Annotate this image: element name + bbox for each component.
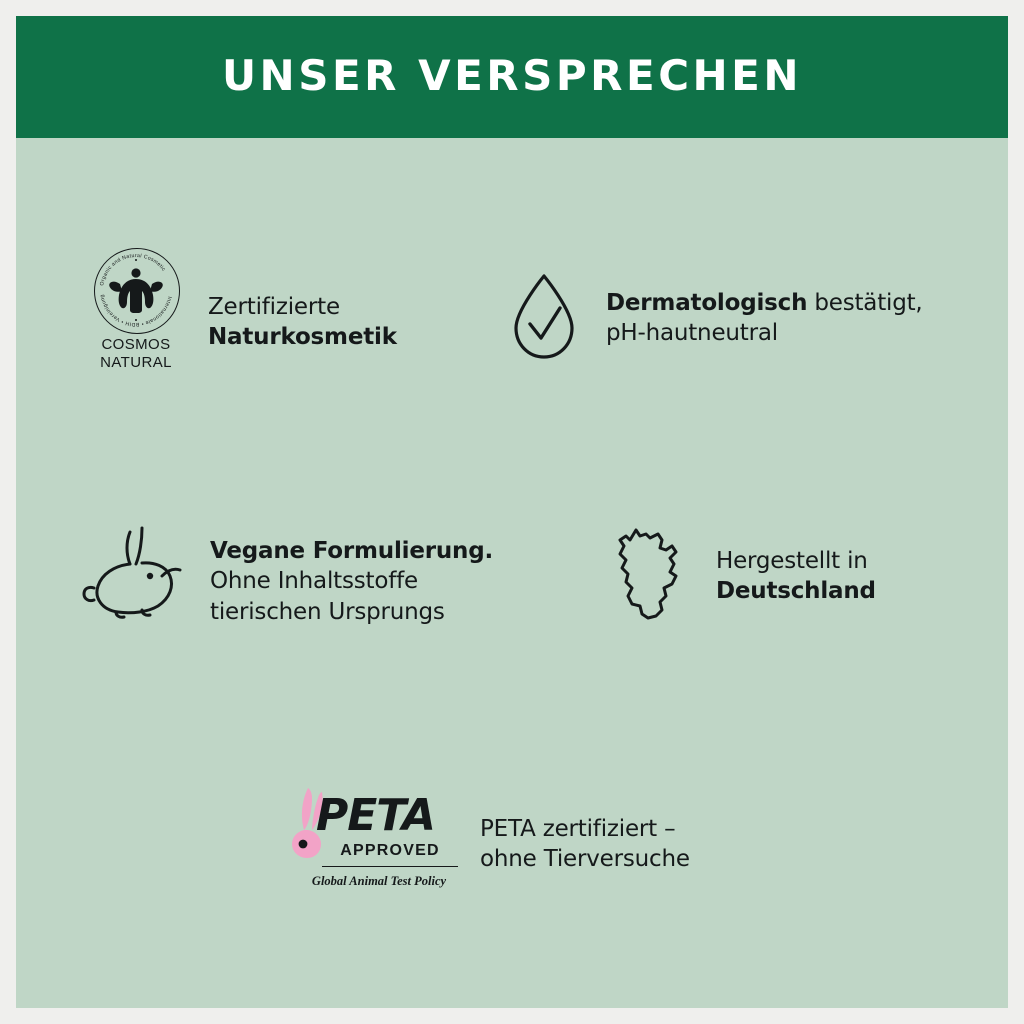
feature-made-in-germany	[606, 524, 986, 628]
svg-text:Organic and Natural Cosmetic: Organic and Natural Cosmetic	[99, 252, 167, 287]
feature-text-made-in-germany	[716, 546, 876, 607]
promise-card	[16, 16, 1008, 1008]
peta-approved-icon	[282, 786, 458, 908]
vegan-line-3: tierischen Ursprungs	[210, 598, 445, 625]
peta-line-1: PETA zertifiziert –	[480, 816, 676, 842]
derma-line-2: pH-hautneutral	[606, 320, 778, 347]
cosmos-natural-seal-icon	[88, 248, 184, 378]
cosmos-line-1: Zertifizierte	[208, 294, 340, 320]
peta-policy-label: Global Animal Test Policy	[311, 874, 447, 888]
derma-line-1-rest: bestätigt,	[807, 290, 923, 316]
vegan-line-2: Ohne Inhaltsstoffe	[210, 568, 418, 595]
germany-line-1: Hergestellt in	[716, 548, 868, 574]
svg-text:Internationale • BDIH • Ve: Internationale • BDIH • Vereinigung	[99, 293, 173, 328]
cosmos-seal-label: COSMOS NATURAL	[100, 336, 172, 371]
feature-text-peta-certified	[480, 814, 690, 875]
feature-dermatologically-tested	[506, 270, 976, 364]
feature-peta-certified	[282, 786, 802, 908]
peta-line-2: ohne Tierversuche	[480, 846, 690, 873]
peta-approved-label: APPROVED	[340, 842, 440, 859]
feature-certified-natural-cosmetics	[88, 248, 518, 378]
feature-vegan-formula	[76, 516, 546, 628]
peta-divider	[322, 866, 458, 867]
peta-wordmark: PETA	[316, 790, 435, 841]
rabbit-icon	[76, 516, 194, 628]
card-header	[16, 16, 1008, 138]
derma-line-1-bold: Dermatologisch	[606, 290, 808, 316]
page-title: UNSER VERSPRECHEN	[221, 51, 803, 100]
germany-line-2: Deutschland	[716, 578, 876, 605]
feature-text-dermatologically-tested	[606, 288, 923, 349]
germany-map-icon	[606, 524, 688, 628]
feature-text-certified-natural-cosmetics	[208, 292, 397, 353]
feature-text-vegan-formula	[210, 536, 493, 627]
vegan-line-1: Vegane Formulierung.	[210, 538, 494, 564]
cosmos-line-2: Naturkosmetik	[208, 324, 397, 351]
droplet-check-icon	[506, 270, 582, 364]
